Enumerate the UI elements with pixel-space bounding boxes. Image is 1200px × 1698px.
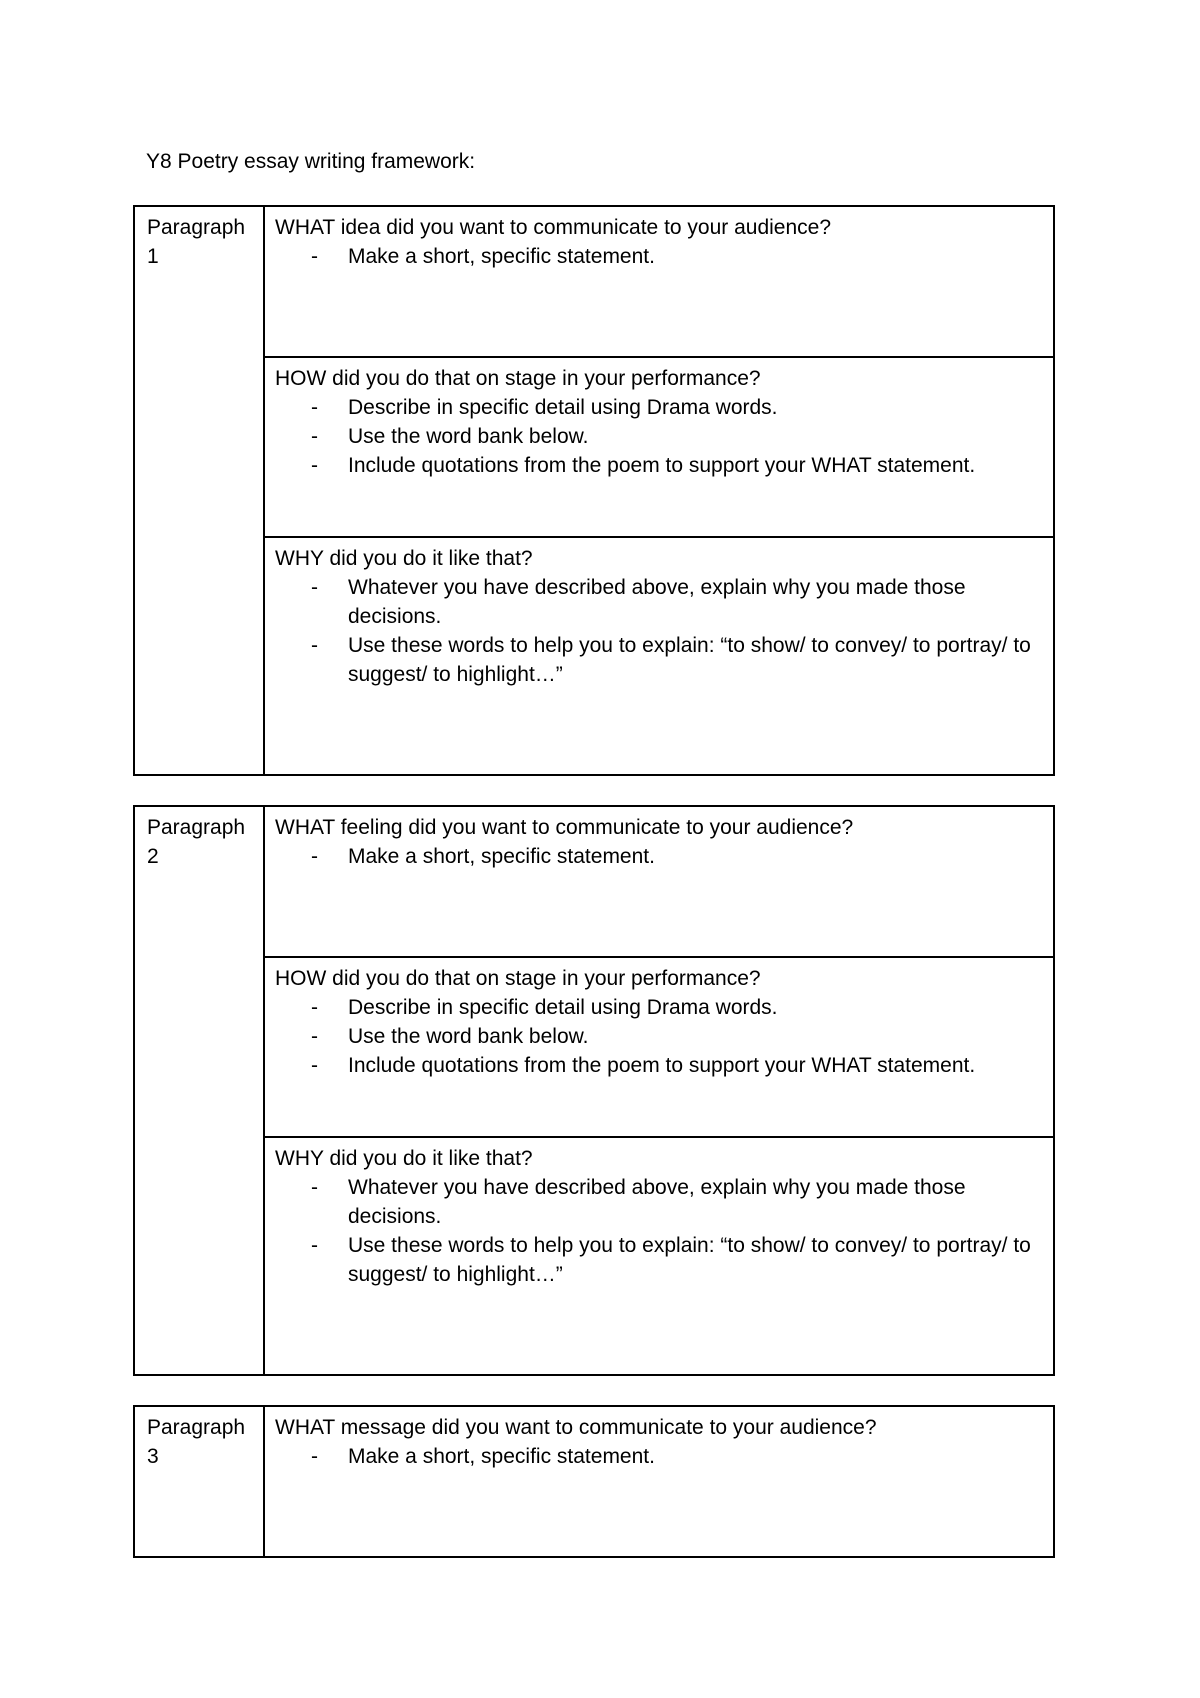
paragraph-3-label [135, 1407, 265, 1556]
paragraph-1-table [133, 205, 1055, 776]
bullet-text: Describe in specific detail using Drama words. [348, 396, 778, 419]
paragraph-label-number: 3 [147, 1445, 159, 1468]
bullet-dash: - [311, 1054, 318, 1077]
paragraph-2-what-cell[interactable] [265, 807, 1053, 958]
paragraph-label-number: 1 [147, 245, 159, 268]
bullet-item [275, 242, 1043, 271]
bullet-dash: - [311, 425, 318, 448]
bullet-item [275, 1051, 1043, 1080]
what-bullet-list [275, 242, 1043, 271]
bullet-text: Use the word bank below. [348, 425, 589, 448]
how-bullet-list [275, 993, 1043, 1080]
bullet-item [275, 393, 1043, 422]
bullet-text: Use these words to help you to explain: “to show/ to convey/ to portray/ to suggest/ to highlight…” [348, 634, 1031, 686]
bullet-dash: - [311, 1176, 318, 1199]
bullet-text: Use the word bank below. [348, 1025, 589, 1048]
paragraph-3-what-cell[interactable] [265, 1407, 1053, 1556]
bullet-dash: - [311, 396, 318, 419]
bullet-text: Make a short, specific statement. [348, 845, 655, 868]
bullet-dash: - [311, 245, 318, 268]
paragraph-1-how-cell[interactable] [265, 358, 1053, 538]
bullet-dash: - [311, 634, 318, 657]
bullet-item [275, 993, 1043, 1022]
document-title: Y8 Poetry essay writing framework: [146, 150, 476, 173]
how-heading: HOW did you do that on stage in your performance? [275, 367, 761, 390]
paragraph-2-table [133, 805, 1055, 1376]
paragraph-label-word: Paragraph [147, 816, 246, 839]
bullet-text: Include quotations from the poem to support your WHAT statement. [348, 454, 976, 477]
bullet-item [275, 573, 1043, 631]
why-bullet-list [275, 573, 1043, 689]
paragraph-label-word: Paragraph [147, 1416, 246, 1439]
paragraph-3-table [133, 1405, 1055, 1558]
bullet-text: Make a short, specific statement. [348, 1445, 655, 1468]
paragraph-2-how-cell[interactable] [265, 958, 1053, 1138]
bullet-item [275, 1173, 1043, 1231]
how-heading: HOW did you do that on stage in your performance? [275, 967, 761, 990]
paragraph-1-why-cell[interactable] [265, 538, 1053, 774]
what-bullet-list [275, 1442, 1043, 1471]
what-heading: WHAT idea did you want to communicate to your audience? [275, 216, 832, 239]
bullet-dash: - [311, 996, 318, 1019]
bullet-text: Use these words to help you to explain: “to show/ to convey/ to portray/ to suggest/ to highlight…” [348, 1234, 1031, 1286]
bullet-item [275, 1022, 1043, 1051]
what-heading: WHAT message did you want to communicate to your audience? [275, 1416, 877, 1439]
bullet-dash: - [311, 576, 318, 599]
what-bullet-list [275, 842, 1043, 871]
bullet-item [275, 1231, 1043, 1289]
bullet-item [275, 451, 1043, 480]
paragraph-2-why-cell[interactable] [265, 1138, 1053, 1374]
paragraph-label-word: Paragraph [147, 216, 246, 239]
paragraph-label-number: 2 [147, 845, 159, 868]
bullet-dash: - [311, 454, 318, 477]
paragraph-2-label [135, 807, 265, 1374]
bullet-text: Describe in specific detail using Drama words. [348, 996, 778, 1019]
bullet-dash: - [311, 845, 318, 868]
bullet-item [275, 631, 1043, 689]
paragraph-1-what-cell[interactable] [265, 207, 1053, 358]
bullet-text: Include quotations from the poem to support your WHAT statement. [348, 1054, 976, 1077]
why-heading: WHY did you do it like that? [275, 1147, 533, 1170]
why-bullet-list [275, 1173, 1043, 1289]
bullet-item [275, 422, 1043, 451]
bullet-dash: - [311, 1234, 318, 1257]
paragraph-1-label [135, 207, 265, 774]
bullet-text: Make a short, specific statement. [348, 245, 655, 268]
what-heading: WHAT feeling did you want to communicate to your audience? [275, 816, 854, 839]
bullet-item [275, 1442, 1043, 1471]
bullet-dash: - [311, 1445, 318, 1468]
why-heading: WHY did you do it like that? [275, 547, 533, 570]
bullet-text: Whatever you have described above, explain why you made those decisions. [348, 1176, 966, 1228]
bullet-text: Whatever you have described above, explain why you made those decisions. [348, 576, 966, 628]
bullet-dash: - [311, 1025, 318, 1048]
how-bullet-list [275, 393, 1043, 480]
bullet-item [275, 842, 1043, 871]
